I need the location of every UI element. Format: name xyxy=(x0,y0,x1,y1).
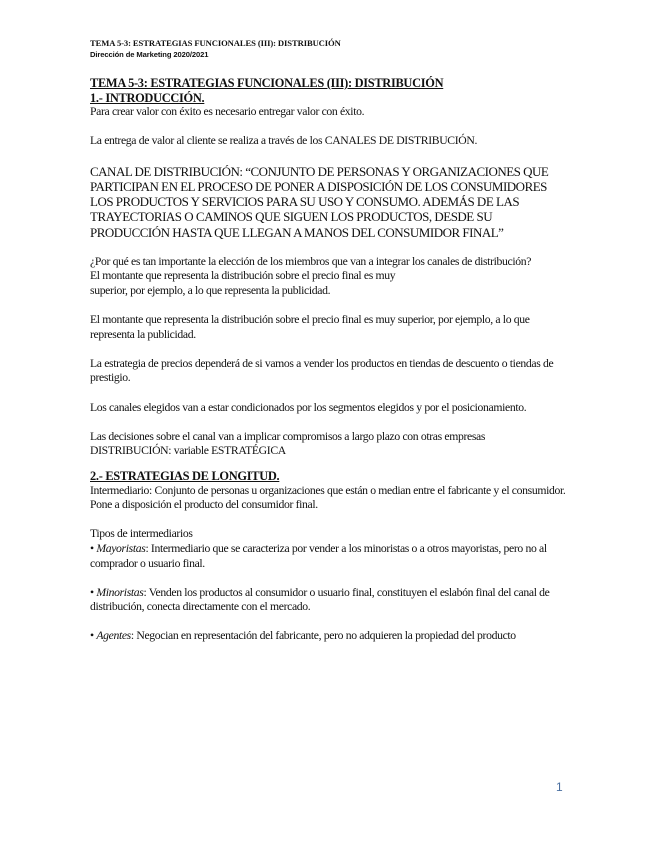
definition-text: : Intermediario que se caracteriza por vender a los minoristas o a otros mayoristas, pero no al comprador o usuario final. xyxy=(90,541,547,570)
header-title: TEMA 5-3: ESTRATEGIAS FUNCIONALES (III): DISTRIBUCIÓN xyxy=(90,38,341,48)
running-header xyxy=(90,38,341,60)
header-subtitle: Dirección de Marketing 2020/2021 xyxy=(90,50,209,59)
section-title: TEMA 5-3: ESTRATEGIAS FUNCIONALES (III): DISTRIBUCIÓN xyxy=(90,76,444,90)
list-item xyxy=(90,586,570,615)
paragraph: superior, por ejemplo, a lo que representa la publicidad. xyxy=(90,283,331,297)
definition-paragraph: CANAL DE DISTRIBUCIÓN: “CONJUNTO DE PERSONAS Y ORGANIZACIONES QUE PARTICIPAN EN EL PROCESO DE PONER A DISPOSICIÓN DE LOS CONSUMIDORES LOS PRODUCTOS Y SERVICIOS PARA SU USO Y CONSUMO. ADEMÁS DE LAS TRAYECTORIAS O CAMINOS QUE SIGUEN LOS PRODUCTOS, DESDE SU PRODUCCIÓN HASTA QUE LLEGAN A MANOS DEL CONSUMIDOR FINAL” xyxy=(90,163,549,240)
paragraph: El montante que representa la distribución sobre el precio final es muy superior, por ejemplo, a lo que representa la publicidad. xyxy=(90,313,530,341)
bullet: • xyxy=(90,629,94,643)
paragraph: Para crear valor con éxito es necesario entregar valor con éxito. xyxy=(90,105,365,119)
paragraph: DISTRIBUCIÓN: variable ESTRATÉGICA xyxy=(90,444,286,458)
definition-text: : Negocian en representación del fabricante, pero no adquieren la propiedad del producto xyxy=(130,629,516,643)
paragraph: Intermediario: Conjunto de personas u organizaciones que están o median entre el fabricante y el consumidor. Pone a disposición el producto del consumidor final. xyxy=(90,483,566,512)
list-item xyxy=(90,629,570,644)
list-item xyxy=(90,542,570,571)
page-number: 1 xyxy=(556,780,563,794)
types-title: Tipos de intermediarios xyxy=(90,527,193,541)
bullet: • xyxy=(90,585,94,599)
bullet: • xyxy=(90,541,94,555)
paragraph: La estrategia de precios dependerá de si vamos a vender los productos en tiendas de descuento o tiendas de prestigio. xyxy=(90,356,554,385)
section2-heading: 2.- ESTRATEGIAS DE LONGITUD. xyxy=(90,468,280,483)
paragraph: Los canales elegidos van a estar condicionados por los segmentos elegidos y por el posicionamiento. xyxy=(90,400,527,414)
definition-text: : Venden los productos al consumidor o usuario final, constituyen el eslabón final del canal de distribución, conecta directamente con el mercado. xyxy=(90,585,550,614)
paragraph: Las decisiones sobre el canal van a implicar compromisos a largo plazo con otras empresas xyxy=(90,429,486,443)
term: Mayoristas xyxy=(96,541,146,555)
term: Minoristas xyxy=(96,585,144,599)
document-body xyxy=(90,76,570,644)
term: Agentes xyxy=(96,629,131,643)
question-paragraph: ¿Por qué es tan importante la elección de los miembros que van a integrar los canales de distribución? xyxy=(90,254,532,268)
section1-heading: 1.- INTRODUCCIÓN. xyxy=(90,90,205,105)
paragraph: La entrega de valor al cliente se realiza a través de los CANALES DE DISTRIBUCIÓN. xyxy=(90,134,478,148)
paragraph: El montante que representa la distribución sobre el precio final es muy xyxy=(90,269,396,283)
